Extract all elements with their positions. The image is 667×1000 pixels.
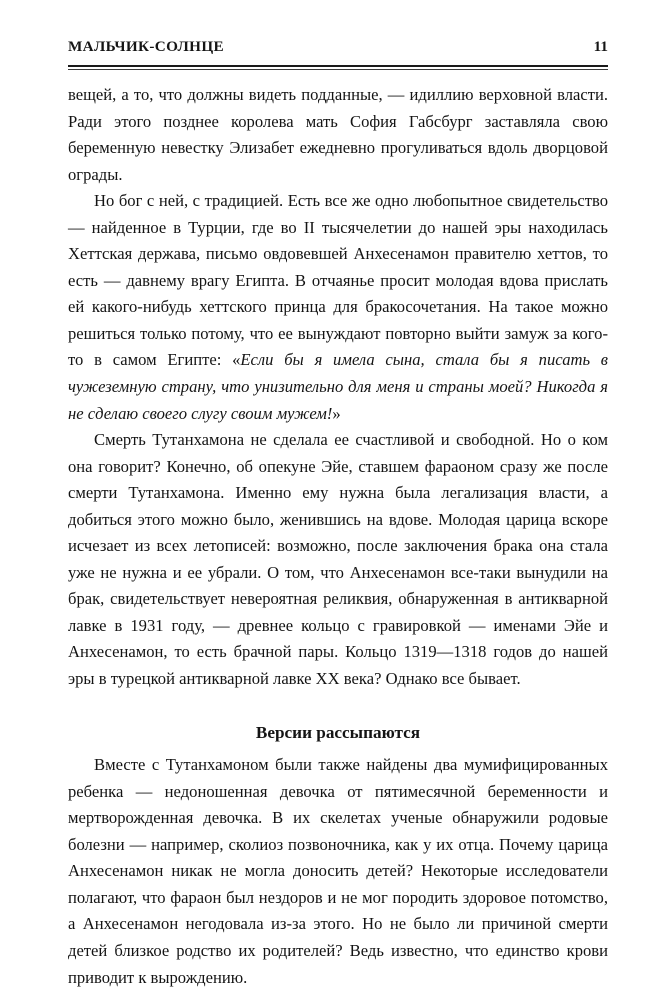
section-heading: Версии рассыпаются bbox=[255, 722, 421, 742]
inline-quote: Если бы я имела сына, стала бы я писать в чужеземную страну, что унизительно для меня и страны моей? Никогда я не сделаю своего слугу своим мужем! bbox=[68, 350, 608, 423]
header-divider bbox=[68, 65, 608, 70]
paragraph-text-after-quote: » bbox=[332, 403, 341, 423]
text-block bbox=[68, 82, 608, 991]
page-number: 11 bbox=[593, 38, 608, 55]
paragraph-text-before-quote: Но бог с ней, с традицией. Есть все же одно любопытное свидетельство — найденное в Турции, где во II тысячелетии до нашей эры находилась Хеттская держава, письмо овдовевшей Анхесенамон правителю хеттов, то есть — давнему врагу Египта. В отчаянье просит молодая вдова прислать ей какого-нибудь хеттского принца для бракосочетания. На такое можно решиться только потому, что ее вынуждают повторно выйти замуж за кого-то в самом Египте: « bbox=[68, 191, 608, 370]
header-rule-bottom bbox=[68, 69, 608, 70]
paragraph-continued: вещей, а то, что должны видеть подданные, — идиллию верховной власти. Ради этого позднее королева мать София Габсбург заставляла свою беременную невестку Элизабет ежедневно прогуливаться вдоль дворцовой ограды. bbox=[68, 85, 608, 184]
running-head-title: МАЛЬЧИК-СОЛНЦЕ bbox=[68, 38, 224, 55]
paragraph-mummified-children: Вместе с Тутанхамоном были также найдены два мумифицированных ребенка — недоношенная девочка от пятимесячной беременности и мертворожденная девочка. В их скелетах ученые обнаружили родовые болезни — например, сколиоз позвоночника, как у их отца. Почему царица Анхесенамон никак не могла доносить детей? Некоторые исследователи полагают, что фараон был нездоров и не мог породить здоровое потомство, а Анхесенамон негодовала из-за этого. Но не было ли причиной смерти детей близкое родство их родителей? Ведь известно, что единство крови приводит к вырождению. bbox=[68, 755, 608, 987]
paragraph-hittite-letter bbox=[68, 188, 608, 427]
paragraph-ring: Смерть Тутанхамона не сделала ее счастливой и свободной. Но о ком она говорит? Конечно, об опекуне Эйе, ставшем фараоном сразу же после смерти Тутанхамона. Именно ему нужна была легализация власти, а добиться этого можно было, женившись на вдове. Молодая царица вскоре исчезает из всех летописей: возможно, после заключения брака она стала уже не нужна и ее убрали. О том, что Анхесенамон все-таки вынудили на брак, свидетельствует невероятная реликвия, обнаруженная в антикварной лавке в 1931 году, — древнее кольцо с гравировкой — именами Эйе и Анхесенамон, то есть брачной пары. Кольцо 1319—1318 годов до нашей эры в турецкой антикварной лавке XX века? Однако все бывает. bbox=[68, 430, 608, 689]
running-head bbox=[68, 38, 608, 56]
heading-spacer-above bbox=[68, 693, 608, 720]
